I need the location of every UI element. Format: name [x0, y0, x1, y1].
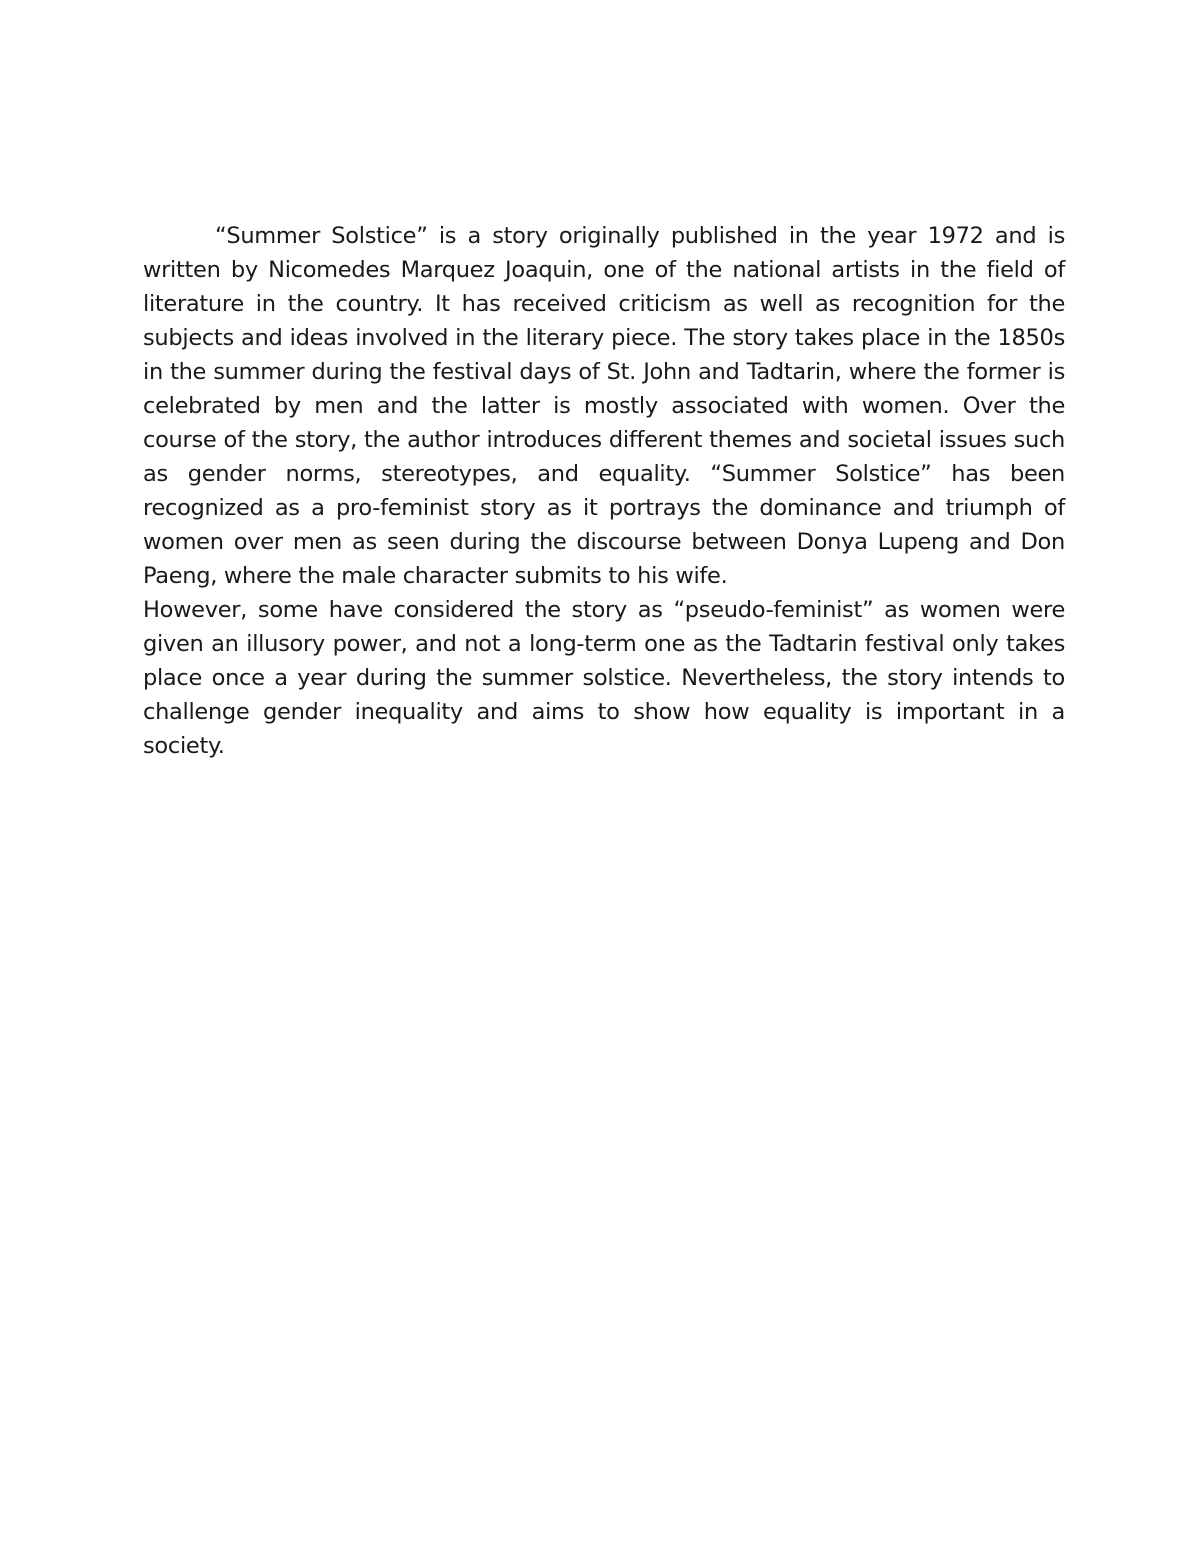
essay-body: [143, 219, 1065, 763]
paragraph-2: However, some have considered the story as “pseudo-feminist” as women were given an illusory power, and not a long-term one as the Tadtarin festival only takes place once a year during the summer solstice. Nevertheless, the story intends to challenge gender inequality and aims to show how equality is important in a society.: [143, 597, 1065, 759]
paragraph-1: “Summer Solstice” is a story originally published in the year 1972 and is written by Nicomedes Marquez Joaquin, one of the national artists in the field of literature in the country. It has received criticism as well as recognition for the subjects and ideas involved in the literary piece. The story takes place in the 1850s in the summer during the festival days of St. John and Tadtarin, where the former is celebrated by men and the latter is mostly associated with women. Over the course of the story, the author introduces different themes and societal issues such as gender norms, stereotypes, and equality. “Summer Solstice” has been recognized as a pro-feminist story as it portrays the dominance and triumph of women over men as seen during the discourse between Donya Lupeng and Don Paeng, where the male character submits to his wife.: [143, 223, 1065, 589]
